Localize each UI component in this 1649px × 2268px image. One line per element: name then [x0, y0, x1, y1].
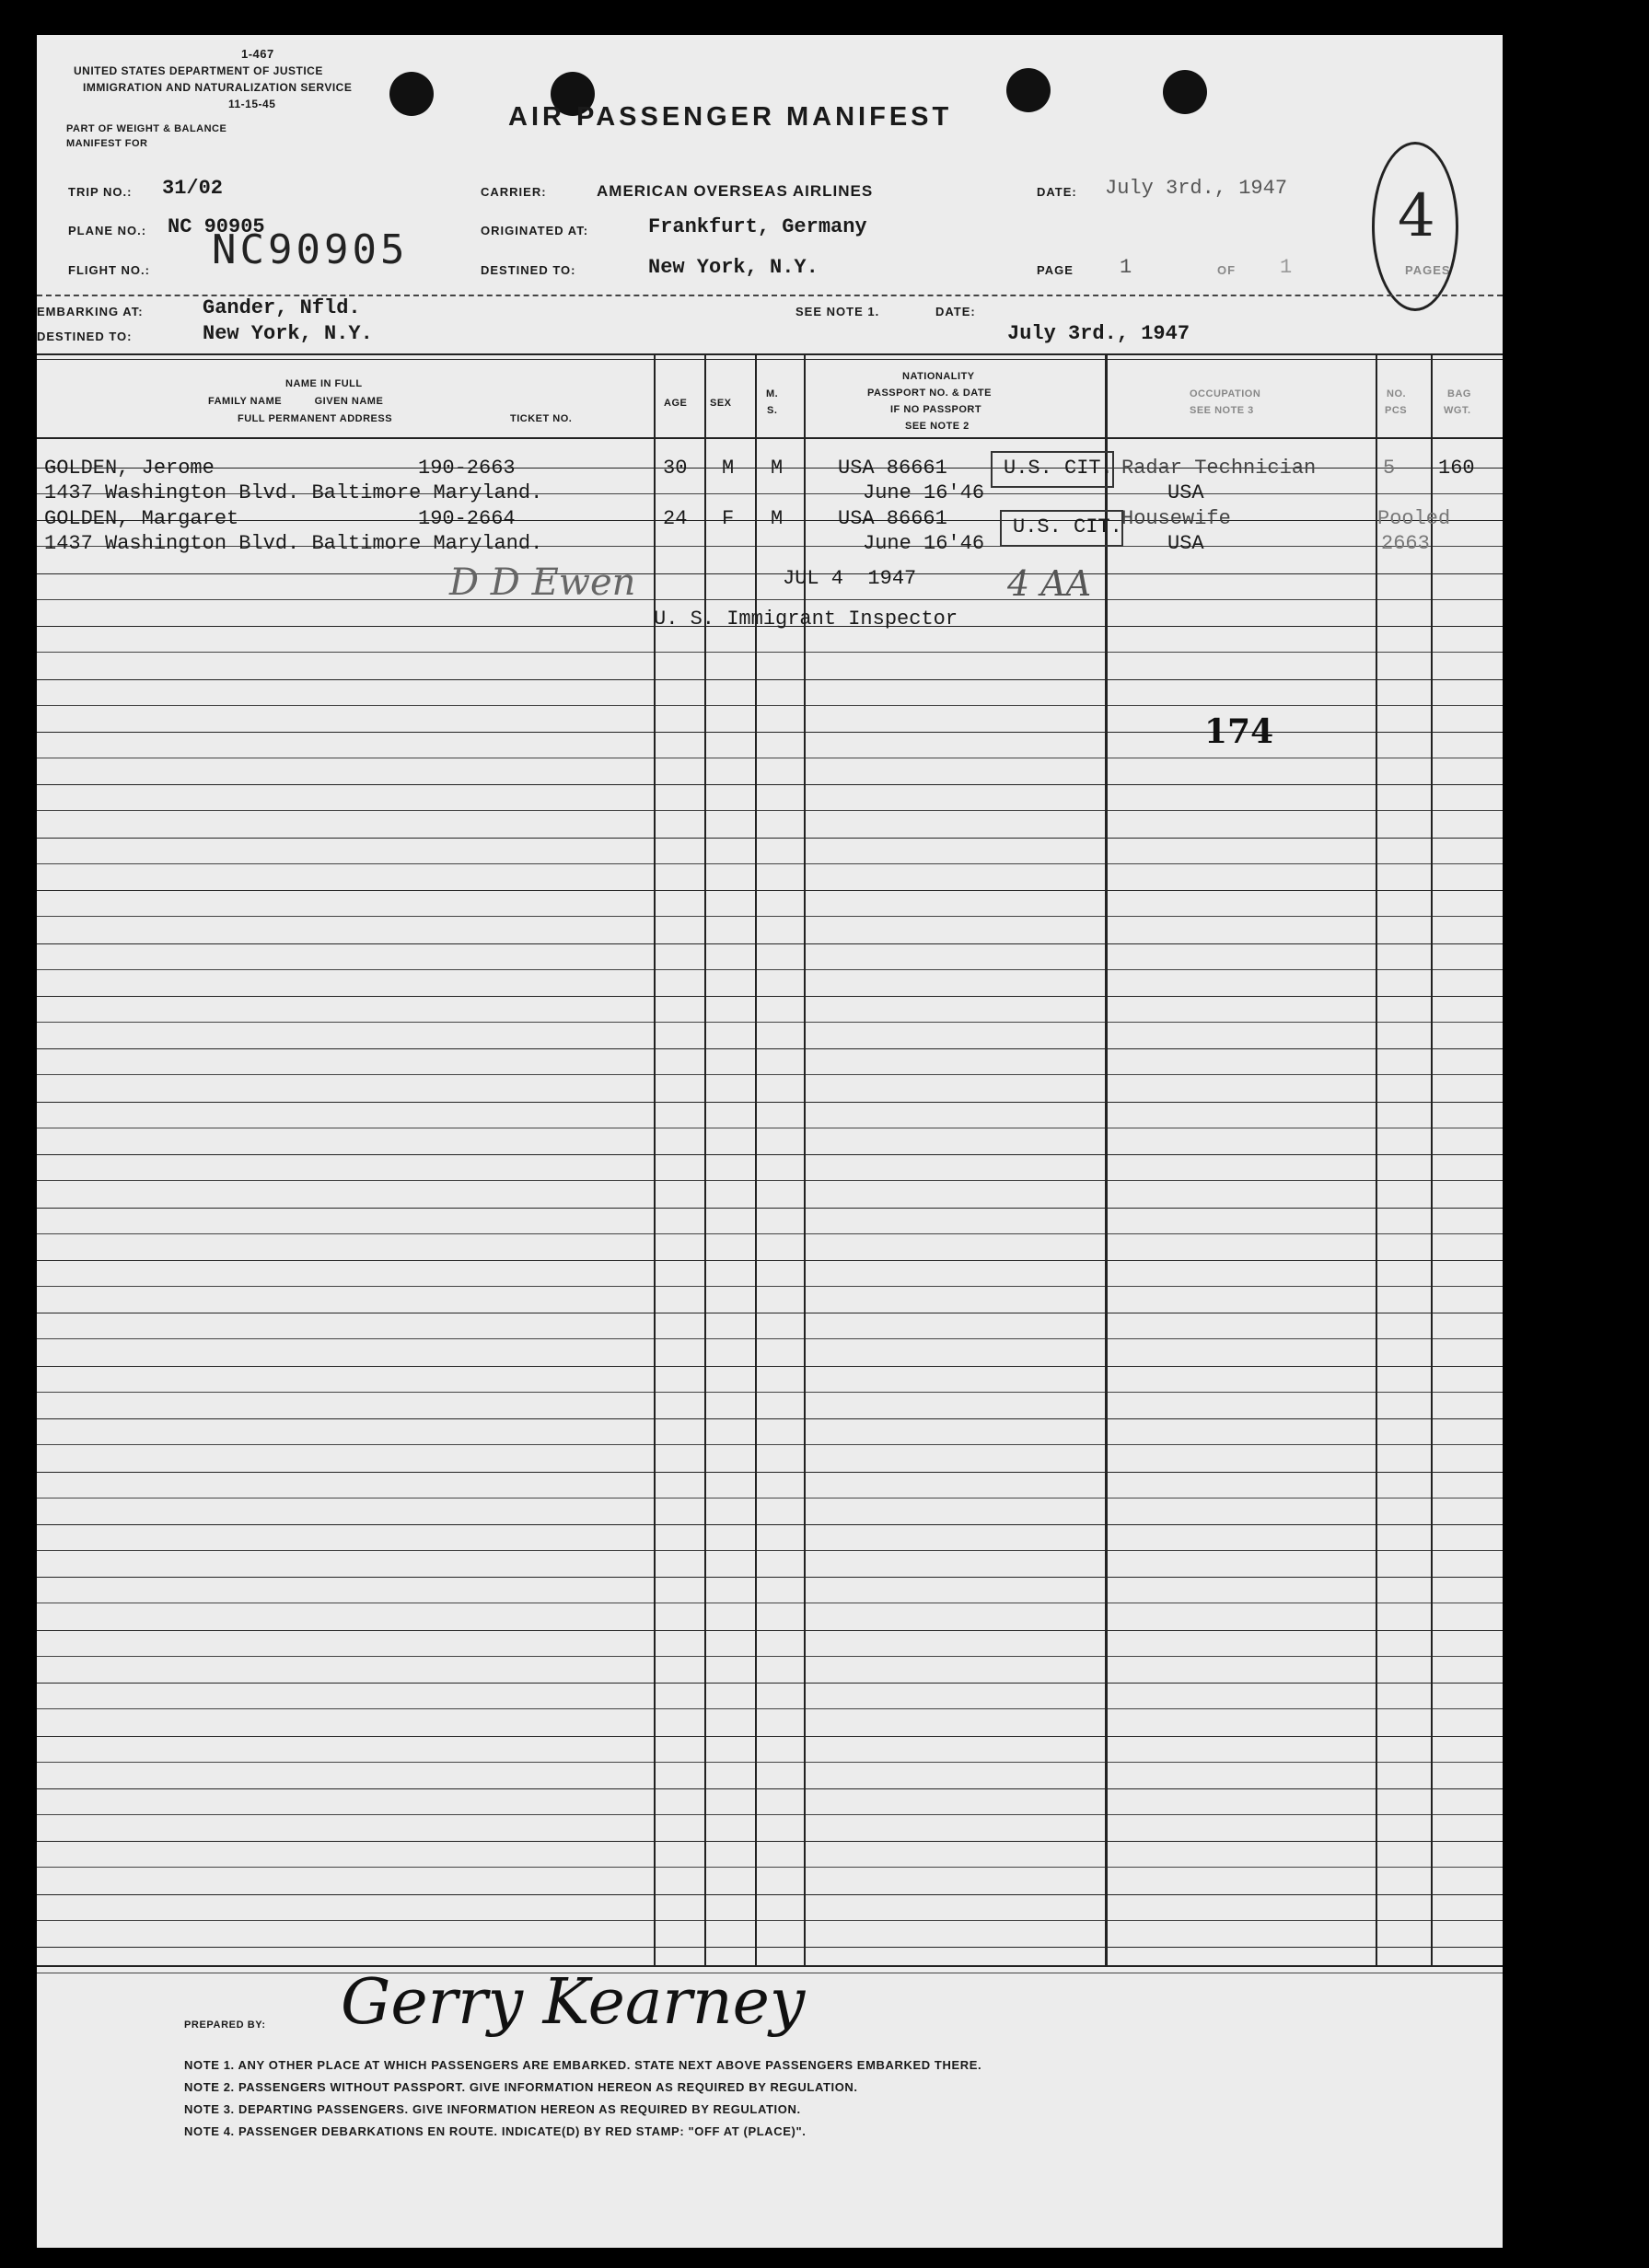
inspector-signature: D D Ewen — [449, 561, 636, 604]
p1-age: 30 — [663, 457, 688, 480]
col-ms-l1: M. — [766, 388, 779, 399]
col-age: AGE — [664, 398, 688, 409]
flight-label: FLIGHT NO.: — [68, 263, 150, 277]
table-row-line — [37, 1894, 1503, 1895]
p2-passport: USA 86661 — [838, 507, 947, 530]
of-label: OF — [1217, 263, 1237, 277]
embark-date-label: DATE: — [935, 305, 976, 318]
table-row-line — [37, 705, 1503, 706]
page-number-stamp: 174 — [1204, 712, 1274, 751]
p2-ticket: 190-2664 — [418, 507, 516, 530]
table-row-line — [37, 1286, 1503, 1287]
page-label: PAGE — [1037, 263, 1074, 277]
col-occ-l1: OCCUPATION — [1190, 388, 1261, 399]
table-row-line — [37, 1683, 1503, 1684]
col-bag-l2: WGT. — [1444, 405, 1471, 416]
date-value: July 3rd., 1947 — [1105, 177, 1288, 200]
plane-value: NC 90905 — [168, 215, 265, 238]
p2-ms: M — [771, 507, 784, 530]
table-row-line — [37, 1048, 1503, 1049]
p1-sex: M — [722, 457, 735, 480]
see-note-label: SEE NOTE 1. — [795, 305, 880, 318]
col-sex: SEX — [710, 398, 732, 409]
table-row-line — [37, 943, 1503, 944]
table-row-line — [37, 520, 1503, 521]
table-row-line — [37, 1208, 1503, 1209]
table-row-line — [37, 1867, 1503, 1868]
p2-bag: 2663 — [1381, 532, 1430, 555]
col-occ-l2: SEE NOTE 3 — [1190, 405, 1254, 416]
originated-value: Frankfurt, Germany — [648, 215, 867, 238]
table-row-line — [37, 1154, 1503, 1155]
table-row-line — [37, 1338, 1503, 1339]
table-row-line — [37, 838, 1503, 839]
table-row-line — [37, 1841, 1503, 1842]
table-row-line — [37, 1022, 1503, 1023]
table-row-line — [37, 969, 1503, 970]
p1-ms: M — [771, 457, 784, 480]
table-row-line — [37, 1472, 1503, 1473]
embark-destined-value: New York, N.Y. — [203, 322, 373, 345]
inspector-title: U. S. Immigrant Inspector — [654, 608, 958, 631]
embark-date-value: July 3rd., 1947 — [1007, 322, 1190, 345]
p2-pcs: Pooled — [1377, 507, 1451, 530]
p1-passport-date: June 16'46 — [863, 481, 985, 504]
table-row-line — [37, 1550, 1503, 1551]
table-row-line — [37, 1762, 1503, 1763]
punch-hole-right — [1163, 70, 1207, 114]
col-nat-l1: NATIONALITY — [902, 371, 975, 382]
col-name-l2: FAMILY NAME GIVEN NAME — [208, 396, 384, 407]
part-of-line-2: MANIFEST FOR — [66, 138, 148, 149]
citizen-stamp-1-text: U.S. CIT. — [1004, 457, 1113, 480]
inspection-date: JUL 4 1947 — [783, 567, 917, 590]
destined-value: New York, N.Y. — [648, 256, 819, 279]
table-row-line — [37, 1102, 1503, 1103]
page-value: 1 — [1120, 256, 1132, 279]
embark-destined-label: DESTINED TO: — [37, 330, 133, 343]
table-row-line — [37, 1444, 1503, 1445]
originated-label: ORIGINATED AT: — [481, 224, 589, 237]
table-row-line — [37, 1418, 1503, 1419]
citizen-stamp-2 — [1000, 510, 1123, 547]
carrier-value: AMERICAN OVERSEAS AIRLINES — [597, 182, 874, 200]
table-row-line — [37, 916, 1503, 917]
plane-label: PLANE NO.: — [68, 224, 147, 237]
col-pcs-l2: PCS — [1385, 405, 1408, 416]
table-row-line — [37, 1630, 1503, 1631]
p2-passport-date: June 16'46 — [863, 532, 985, 555]
manifest-sheet — [37, 35, 1503, 2248]
p1-ticket: 190-2663 — [418, 457, 516, 480]
page-title: AIR PASSENGER MANIFEST — [508, 102, 953, 132]
col-pcs-l1: NO. — [1387, 388, 1407, 399]
p2-name: GOLDEN, Margaret — [44, 507, 239, 530]
header-bottom-line — [37, 437, 1503, 439]
table-row-line — [37, 1947, 1503, 1948]
p1-address: 1437 Washington Blvd. Baltimore Maryland. — [44, 481, 543, 504]
table-row-line — [37, 1366, 1503, 1367]
pages-label: PAGES — [1405, 263, 1451, 277]
punch-hole-center-right — [1006, 68, 1051, 112]
note-2: NOTE 2. PASSENGERS WITHOUT PASSPORT. GIVE INFORMATION HEREON AS REQUIRED BY REGULATION. — [184, 2080, 858, 2094]
table-top-line-2 — [37, 359, 1503, 360]
circled-number: 4 — [1398, 182, 1435, 250]
agency-line-2: IMMIGRATION AND NATURALIZATION SERVICE — [83, 81, 353, 94]
table-row-line — [37, 810, 1503, 811]
note-4: NOTE 4. PASSENGER DEBARKATIONS EN ROUTE. INDICATE(D) BY RED STAMP: "OFF AT (PLACE)". — [184, 2124, 807, 2138]
p1-name: GOLDEN, Jerome — [44, 457, 215, 480]
part-of-line-1: PART OF WEIGHT & BALANCE — [66, 123, 227, 134]
citizen-stamp-1 — [991, 451, 1114, 488]
form-date: 11-15-45 — [228, 98, 276, 110]
table-row-line — [37, 1656, 1503, 1657]
form-number: 1-467 — [241, 47, 274, 61]
table-row-line — [37, 784, 1503, 785]
col-ms-l2: S. — [767, 405, 778, 416]
col-nat-l2: PASSPORT NO. & DATE — [867, 388, 992, 399]
p2-age: 24 — [663, 507, 688, 530]
table-row-line — [37, 1074, 1503, 1075]
date-label: DATE: — [1037, 185, 1077, 199]
table-row-line — [37, 996, 1503, 997]
table-row-line — [37, 599, 1503, 600]
p2-sex: F — [722, 507, 735, 530]
p2-occupation: Housewife — [1121, 507, 1231, 530]
note-3: NOTE 3. DEPARTING PASSENGERS. GIVE INFORMATION HEREON AS REQUIRED BY REGULATION. — [184, 2102, 801, 2116]
table-row-line — [37, 1180, 1503, 1181]
embarking-value: Gander, Nfld. — [203, 296, 361, 319]
col-name-l1: NAME IN FULL — [285, 378, 363, 389]
table-row-line — [37, 1708, 1503, 1709]
table-row-line — [37, 1233, 1503, 1234]
table-row-line — [37, 652, 1503, 653]
trip-label: TRIP NO.: — [68, 185, 133, 199]
table-row-line — [37, 573, 1503, 574]
of-value: 1 — [1280, 256, 1293, 279]
table-top-line — [37, 353, 1503, 355]
col-divider-nat — [1105, 353, 1108, 1965]
table-row-line — [37, 1736, 1503, 1737]
col-divider-ms — [804, 353, 806, 1965]
plane-handwritten: NC90905 — [212, 226, 409, 273]
col-divider-age — [704, 353, 706, 1965]
col-divider-pcs — [1431, 353, 1433, 1965]
col-divider-occ — [1376, 353, 1377, 1965]
table-row-line — [37, 679, 1503, 680]
col-bag-l1: BAG — [1447, 388, 1471, 399]
citizen-stamp-2-text: U.S. CIT. — [1013, 515, 1122, 538]
table-row-line — [37, 1920, 1503, 1921]
table-row-line — [37, 1260, 1503, 1261]
table-row-line — [37, 1577, 1503, 1578]
note-1: NOTE 1. ANY OTHER PLACE AT WHICH PASSENGERS ARE EMBARKED. STATE NEXT ABOVE PASSENGERS EMBARKED THERE. — [184, 2058, 982, 2072]
col-nat-l4: SEE NOTE 2 — [905, 421, 970, 432]
carrier-label: CARRIER: — [481, 185, 547, 199]
p2-address: 1437 Washington Blvd. Baltimore Maryland. — [44, 532, 543, 555]
table-row-line — [37, 1392, 1503, 1393]
prepared-by-signature: Gerry Kearney — [341, 1966, 806, 2039]
p1-pcs: 5 — [1383, 457, 1396, 480]
col-divider-sex — [755, 353, 757, 1965]
punch-hole-left — [389, 72, 434, 116]
inspection-mark: 4 AA — [1007, 563, 1092, 604]
col-divider-name — [654, 353, 656, 1965]
table-row-line — [37, 1524, 1503, 1525]
col-ticket: TICKET NO. — [510, 413, 573, 424]
agency-line-1: UNITED STATES DEPARTMENT OF JUSTICE — [74, 64, 323, 77]
table-row-line — [37, 863, 1503, 864]
p1-passport: USA 86661 — [838, 457, 947, 480]
p1-occupation: Radar Technician — [1121, 457, 1317, 480]
prepared-by-label: PREPARED BY: — [184, 2019, 266, 2031]
table-row-line — [37, 1788, 1503, 1789]
destined-label: DESTINED TO: — [481, 263, 576, 277]
p2-occupation-2: USA — [1167, 532, 1204, 555]
table-row-line — [37, 1814, 1503, 1815]
trip-value: 31/02 — [162, 177, 224, 200]
p1-occupation-2: USA — [1167, 481, 1204, 504]
embarking-label: EMBARKING AT: — [37, 305, 144, 318]
table-row-line — [37, 732, 1503, 733]
table-row-line — [37, 890, 1503, 891]
p1-bag: 160 — [1438, 457, 1475, 480]
col-name-l3: FULL PERMANENT ADDRESS — [238, 413, 393, 424]
col-nat-l3: IF NO PASSPORT — [890, 404, 982, 415]
